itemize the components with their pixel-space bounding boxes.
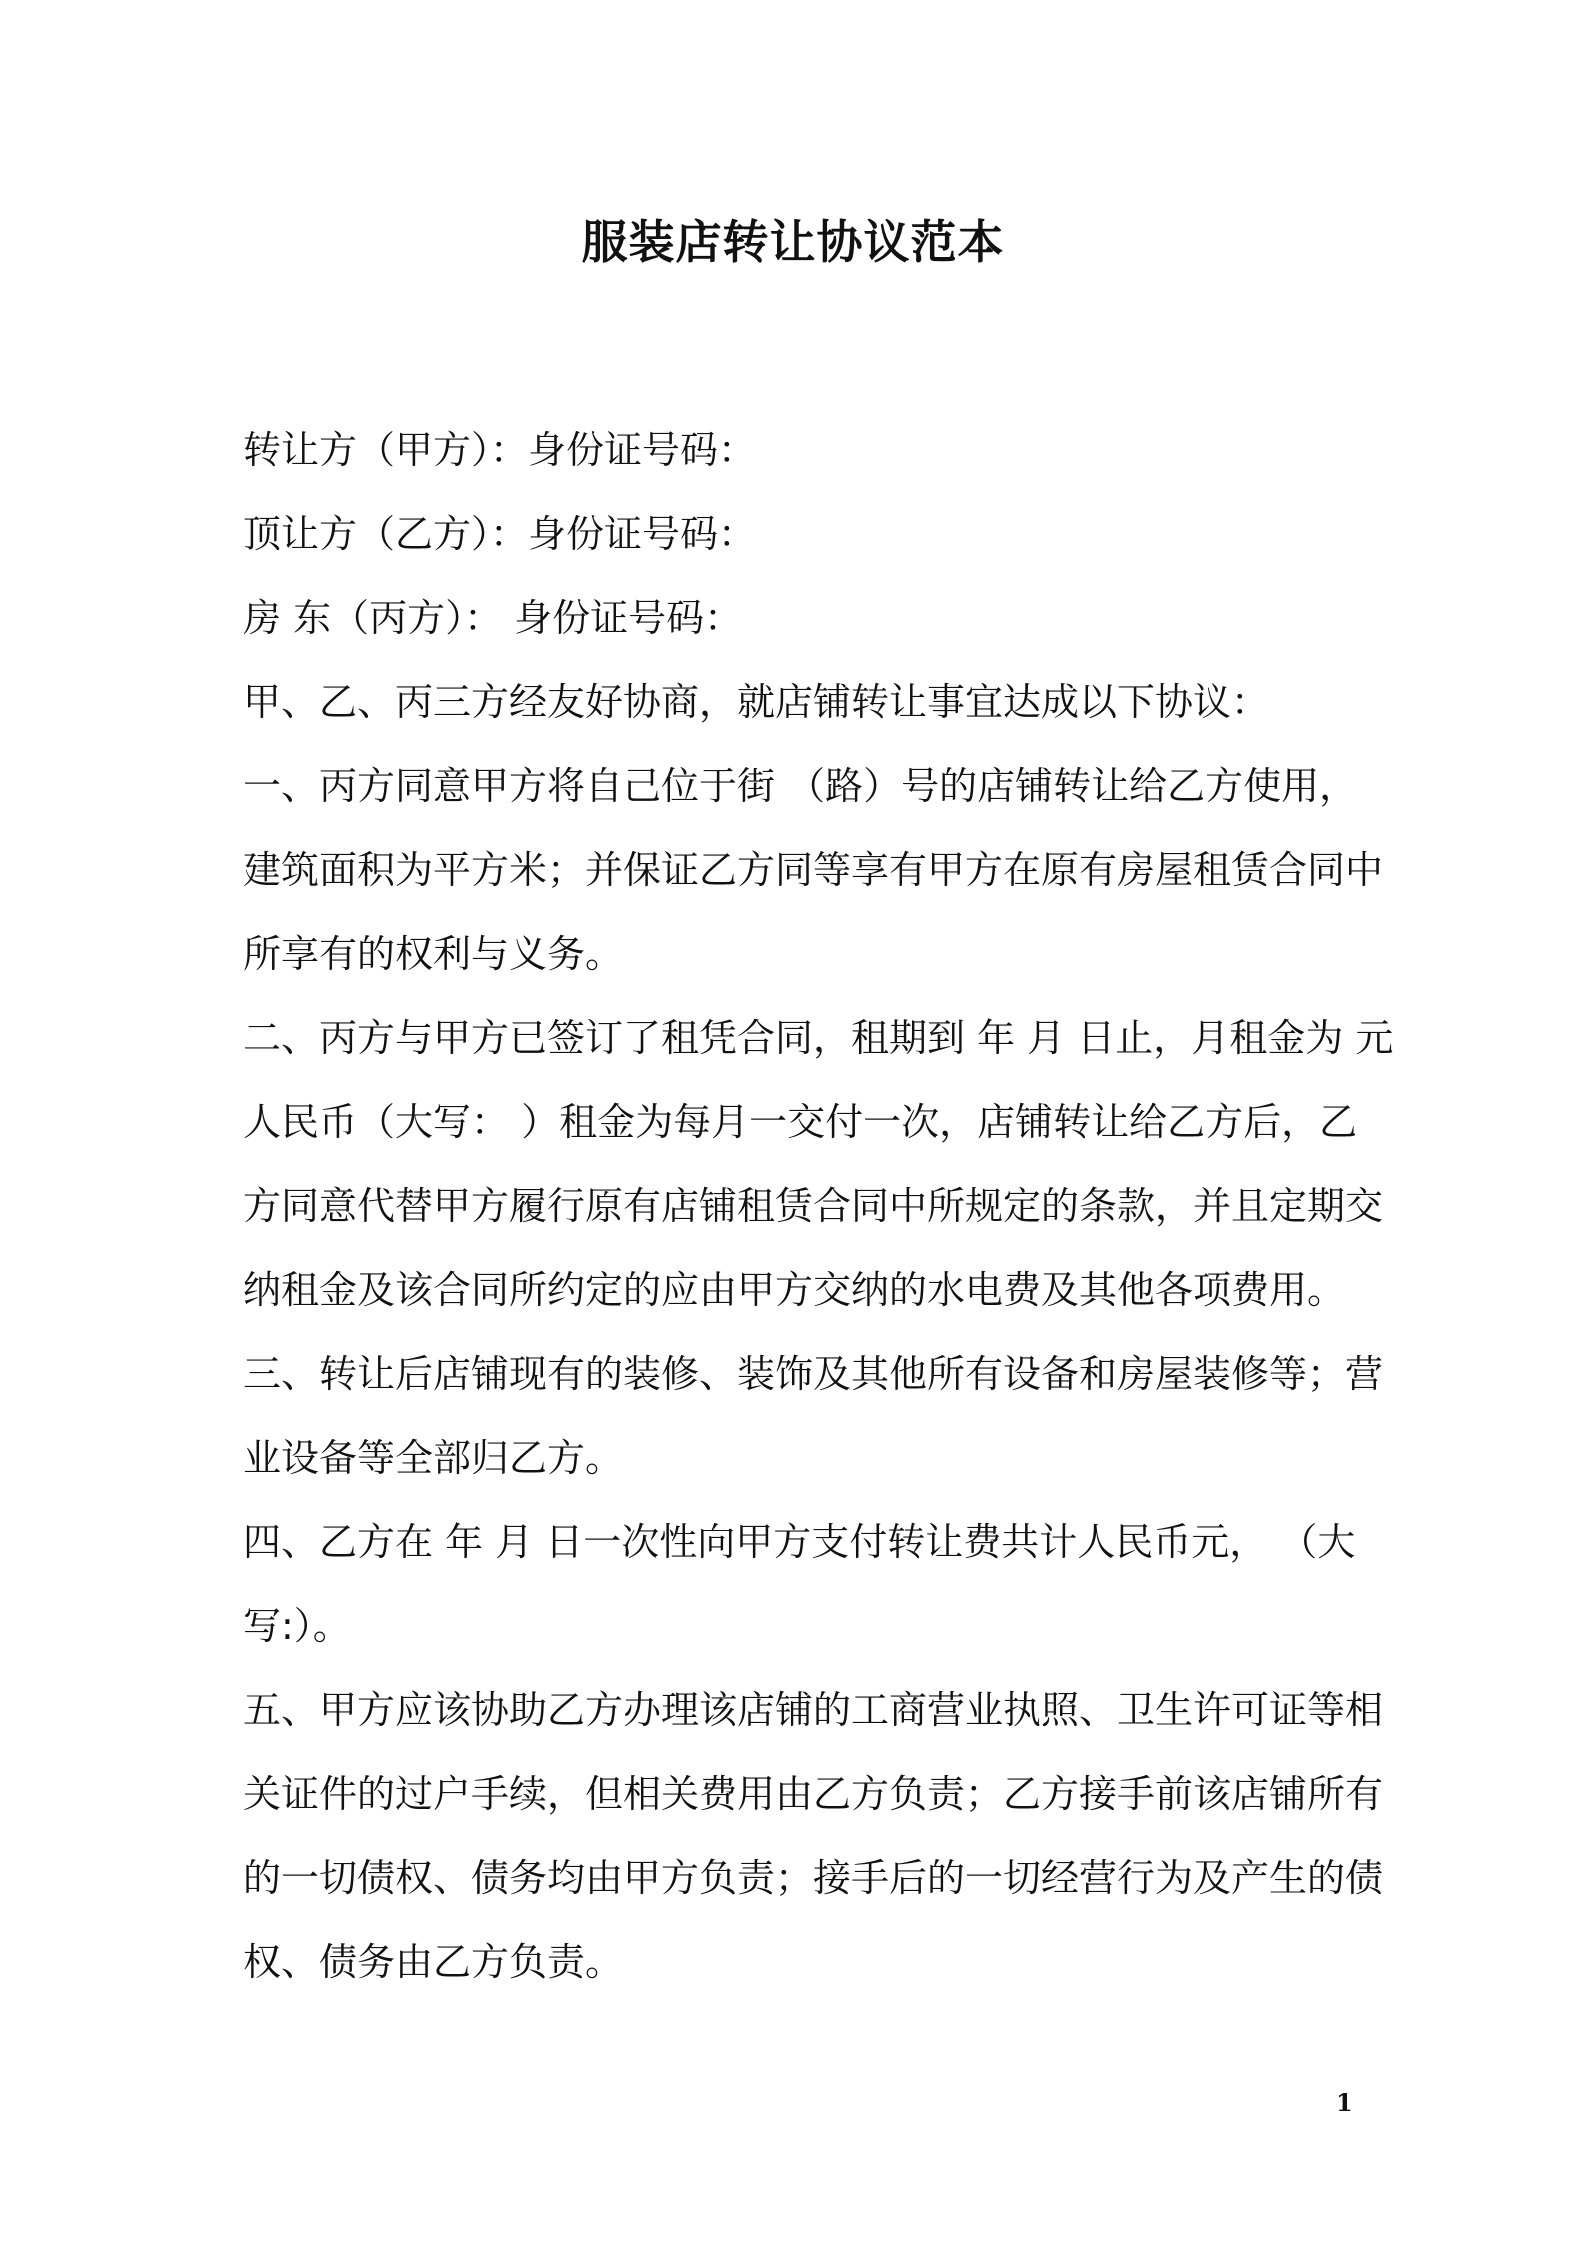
clause-3-line-1: 三、转让后店铺现有的装修、装饰及其他所有设备和房屋装修等；营: [243, 1352, 1384, 1396]
clause-5-line-3: 的一切债权、债务均由甲方负责；接手后的一切经营行为及产生的债: [243, 1856, 1384, 1900]
clause-5-line-4: 权、债务由乙方负责。: [243, 1940, 624, 1984]
clause-5-line-1: 五、甲方应该协助乙方办理该店铺的工商营业执照、卫生许可证等相: [243, 1688, 1384, 1732]
clause-3-line-2: 业设备等全部归乙方。: [243, 1436, 624, 1480]
clause-4-line-2: 写:）。: [243, 1604, 351, 1648]
clause-2-line-4: 纳租金及该合同所约定的应由甲方交纳的水电费及其他各项费用。: [243, 1268, 1346, 1312]
page-number: 1: [1336, 2088, 1353, 2117]
party-a-line: 转让方（甲方）：身份证号码：: [243, 428, 757, 472]
clause-2-line-2: 人民币（大写： ）租金为每月一交付一次，店铺转让给乙方后，乙: [243, 1100, 1358, 1144]
clause-1-line-2: 建筑面积为平方米；并保证乙方同等享有甲方在原有房屋租赁合同中: [243, 848, 1384, 892]
party-b-line: 顶让方（乙方）：身份证号码：: [243, 512, 757, 556]
document-body: [243, 408, 1394, 2004]
preamble-line: 甲、乙、丙三方经友好协商，就店铺转让事宜达成以下协议：: [243, 680, 1270, 724]
clause-4-line-1: 四、乙方在 年 月 日一次性向甲方支付转让费共计人民币元， （大: [243, 1520, 1356, 1564]
clause-5-line-2: 关证件的过户手续，但相关费用由乙方负责；乙方接手前该店铺所有: [243, 1772, 1384, 1816]
party-c-line: 房 东（丙方）： 身份证号码：: [243, 596, 743, 640]
document-title: 服装店转让协议范本: [581, 215, 1005, 269]
clause-1-line-1: 一、丙方同意甲方将自己位于街 （路）号的店铺转让给乙方使用，: [243, 764, 1358, 808]
clause-2-line-3: 方同意代替甲方履行原有店铺租赁合同中所规定的条款，并且定期交: [243, 1184, 1384, 1228]
clause-2-line-1: 二、丙方与甲方已签订了租凭合同，租期到 年 月 日止，月租金为 元: [243, 1016, 1394, 1060]
clause-1-line-3: 所享有的权利与义务。: [243, 932, 624, 976]
